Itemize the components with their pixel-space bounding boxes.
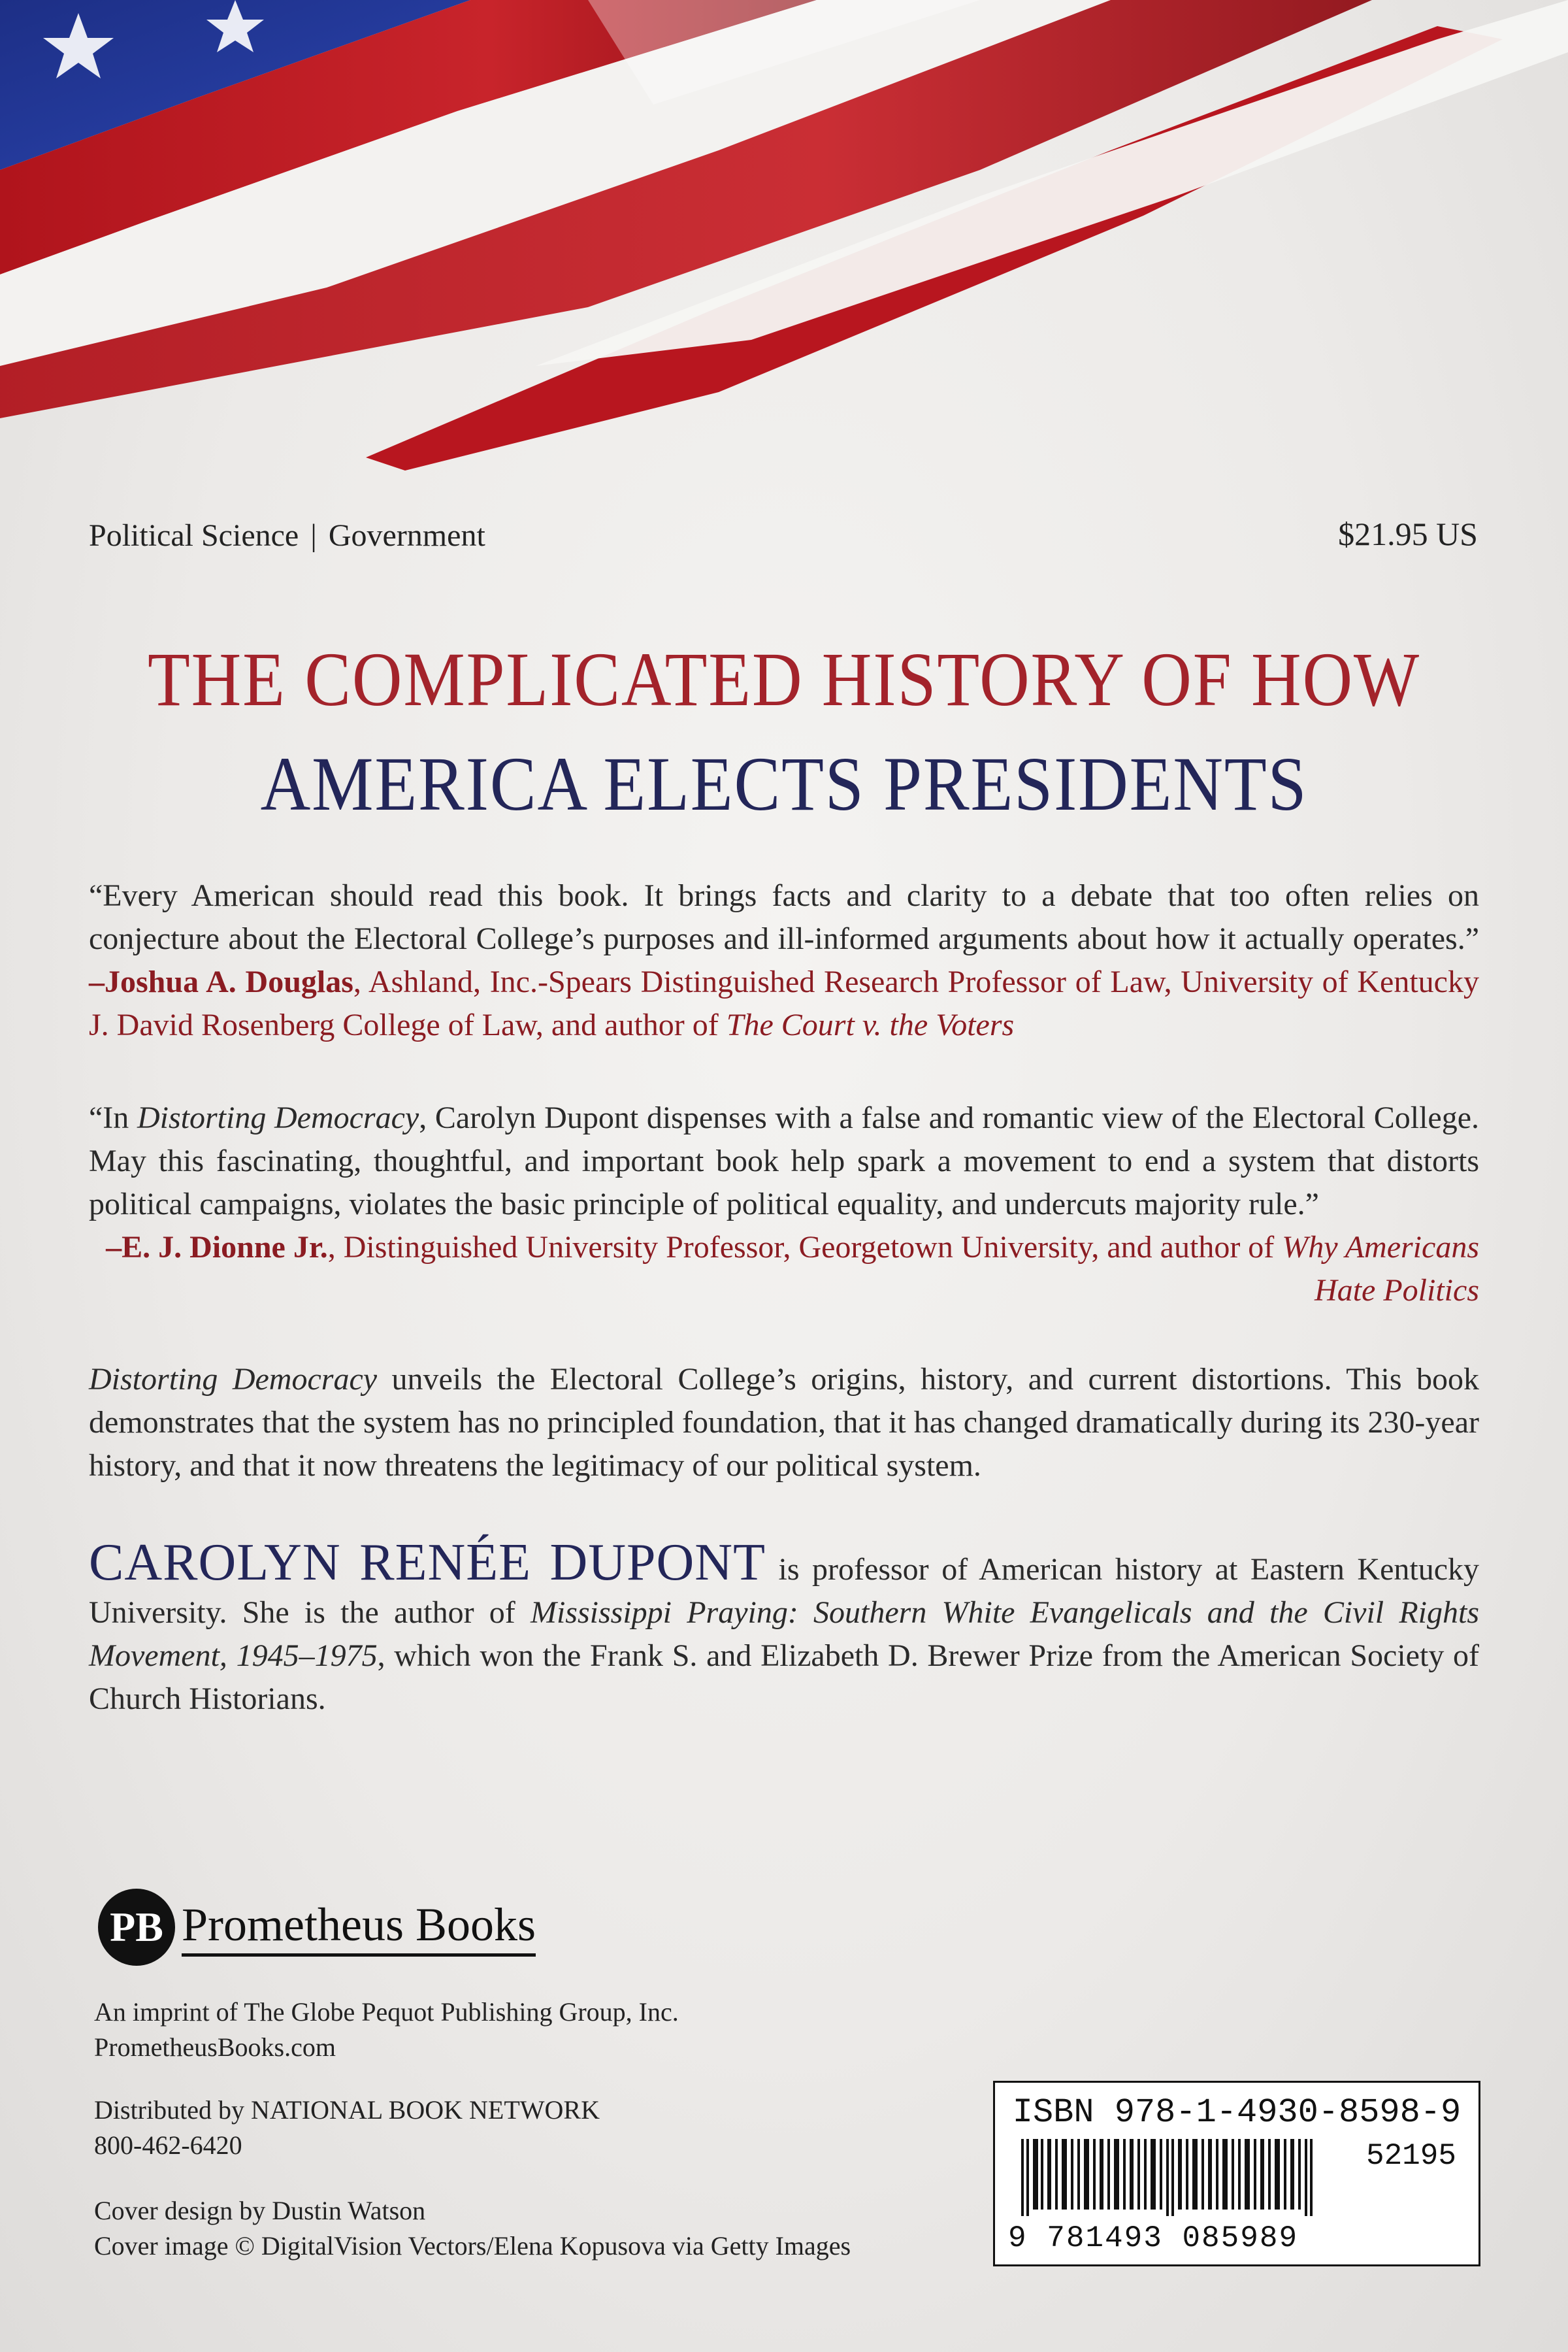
price: $21.95 US bbox=[1338, 516, 1478, 552]
blurb-attribution bbox=[89, 965, 1479, 1042]
bio-text-1: is professor of American history at Eastern Kentucky University. She is the author of bbox=[89, 1552, 1480, 1630]
prometheus-logo-icon: PB bbox=[98, 1889, 175, 1966]
description-title: Distorting Democracy bbox=[89, 1362, 378, 1397]
imprint-line: An imprint of The Globe Pequot Publishing Group, Inc. bbox=[94, 1997, 679, 2027]
blurb-text: “Every American should read this book. It brings facts and clarity to a debate that too often relies on conjecture about the Electoral College’s purposes and ill-informed arguments about how it actually operates.” bbox=[89, 878, 1479, 956]
book-description bbox=[89, 1358, 1479, 1487]
distributor-phone: 800-462-6420 bbox=[94, 2130, 242, 2160]
blurb-open: “In bbox=[89, 1101, 137, 1135]
isbn-text: ISBN 978-1-4930-8598-9 bbox=[1012, 2093, 1462, 2132]
price-code: 52195 bbox=[1365, 2139, 1456, 2173]
bio-book: Mississippi Praying: Southern White Evangelicals and the Civil Rights Movement, 1945–1975 bbox=[89, 1595, 1480, 1673]
blurb-book-title: Distorting Democracy bbox=[137, 1101, 419, 1135]
category-political-science: Political Science bbox=[89, 518, 299, 553]
publisher-logo bbox=[98, 1889, 536, 1966]
description-text: unveils the Electoral College’s origins, history, and current distortions. This book demonstrates that the system has no principled foundation, that it has changed dramatically during its 230-year history, and that it now threatens the legitimacy of our political system. bbox=[89, 1362, 1480, 1483]
blurb-douglas bbox=[89, 874, 1479, 1047]
blurb-author: –Joshua A. Douglas bbox=[89, 965, 353, 999]
cover-credits bbox=[94, 2193, 851, 2264]
author-bio bbox=[89, 1534, 1480, 1721]
american-flag-illustration bbox=[0, 0, 1568, 471]
blurb-author: –E. J. Dionne Jr. bbox=[106, 1230, 328, 1265]
distribution-info bbox=[94, 2093, 600, 2163]
author-name: CAROLYN RENÉE DUPONT bbox=[89, 1534, 766, 1591]
blurb-text: , Carolyn Dupont dispenses with a false and romantic view of the Electoral College. May this fascinating, thoughtful, and important book help spark a movement to end a system that distorts political campaigns, violates the basic principle of political equality, and undercuts majority rule.” bbox=[89, 1101, 1480, 1221]
ean-digits: 9 781493 085989 bbox=[1008, 2221, 1299, 2255]
blurb-attribution bbox=[89, 1226, 1479, 1312]
blurb-book: The Court v. the Voters bbox=[726, 1008, 1015, 1042]
headline-line-1: THE COMPLICATED HISTORY OF HOW bbox=[148, 637, 1420, 722]
distributor-line: Distributed by NATIONAL BOOK NETWORK bbox=[94, 2095, 600, 2125]
cover-design-credit: Cover design by Dustin Watson bbox=[94, 2196, 426, 2225]
barcode-bars-icon bbox=[1021, 2139, 1335, 2216]
blurb-affiliation: , Distinguished University Professor, Georgetown University, and author of bbox=[327, 1230, 1282, 1265]
imprint-info bbox=[94, 1995, 679, 2065]
category-government: Government bbox=[328, 518, 485, 553]
publisher-website: PrometheusBooks.com bbox=[94, 2032, 336, 2062]
cover-image-credit: Cover image © DigitalVision Vectors/Elena Kopusova via Getty Images bbox=[94, 2231, 851, 2261]
publisher-name: Prometheus Books bbox=[182, 1898, 536, 1957]
category-label bbox=[89, 518, 485, 554]
headline-line-2: AMERICA ELECTS PRESIDENTS bbox=[260, 741, 1308, 827]
isbn-barcode bbox=[993, 2081, 1480, 2266]
category-separator: | bbox=[310, 518, 317, 553]
bio-text-2: , which won the Frank S. and Elizabeth D. Brewer Prize from the American Society of Church Historians. bbox=[89, 1638, 1480, 1716]
blurb-book: Why Americans Hate Politics bbox=[1282, 1230, 1479, 1308]
blurb-affiliation: , Ashland, Inc.-Spears Distinguished Research Professor of Law, University of Kentucky J. David Rosenberg College of Law, and author of bbox=[89, 965, 1479, 1042]
blurb-dionne bbox=[89, 1097, 1479, 1312]
